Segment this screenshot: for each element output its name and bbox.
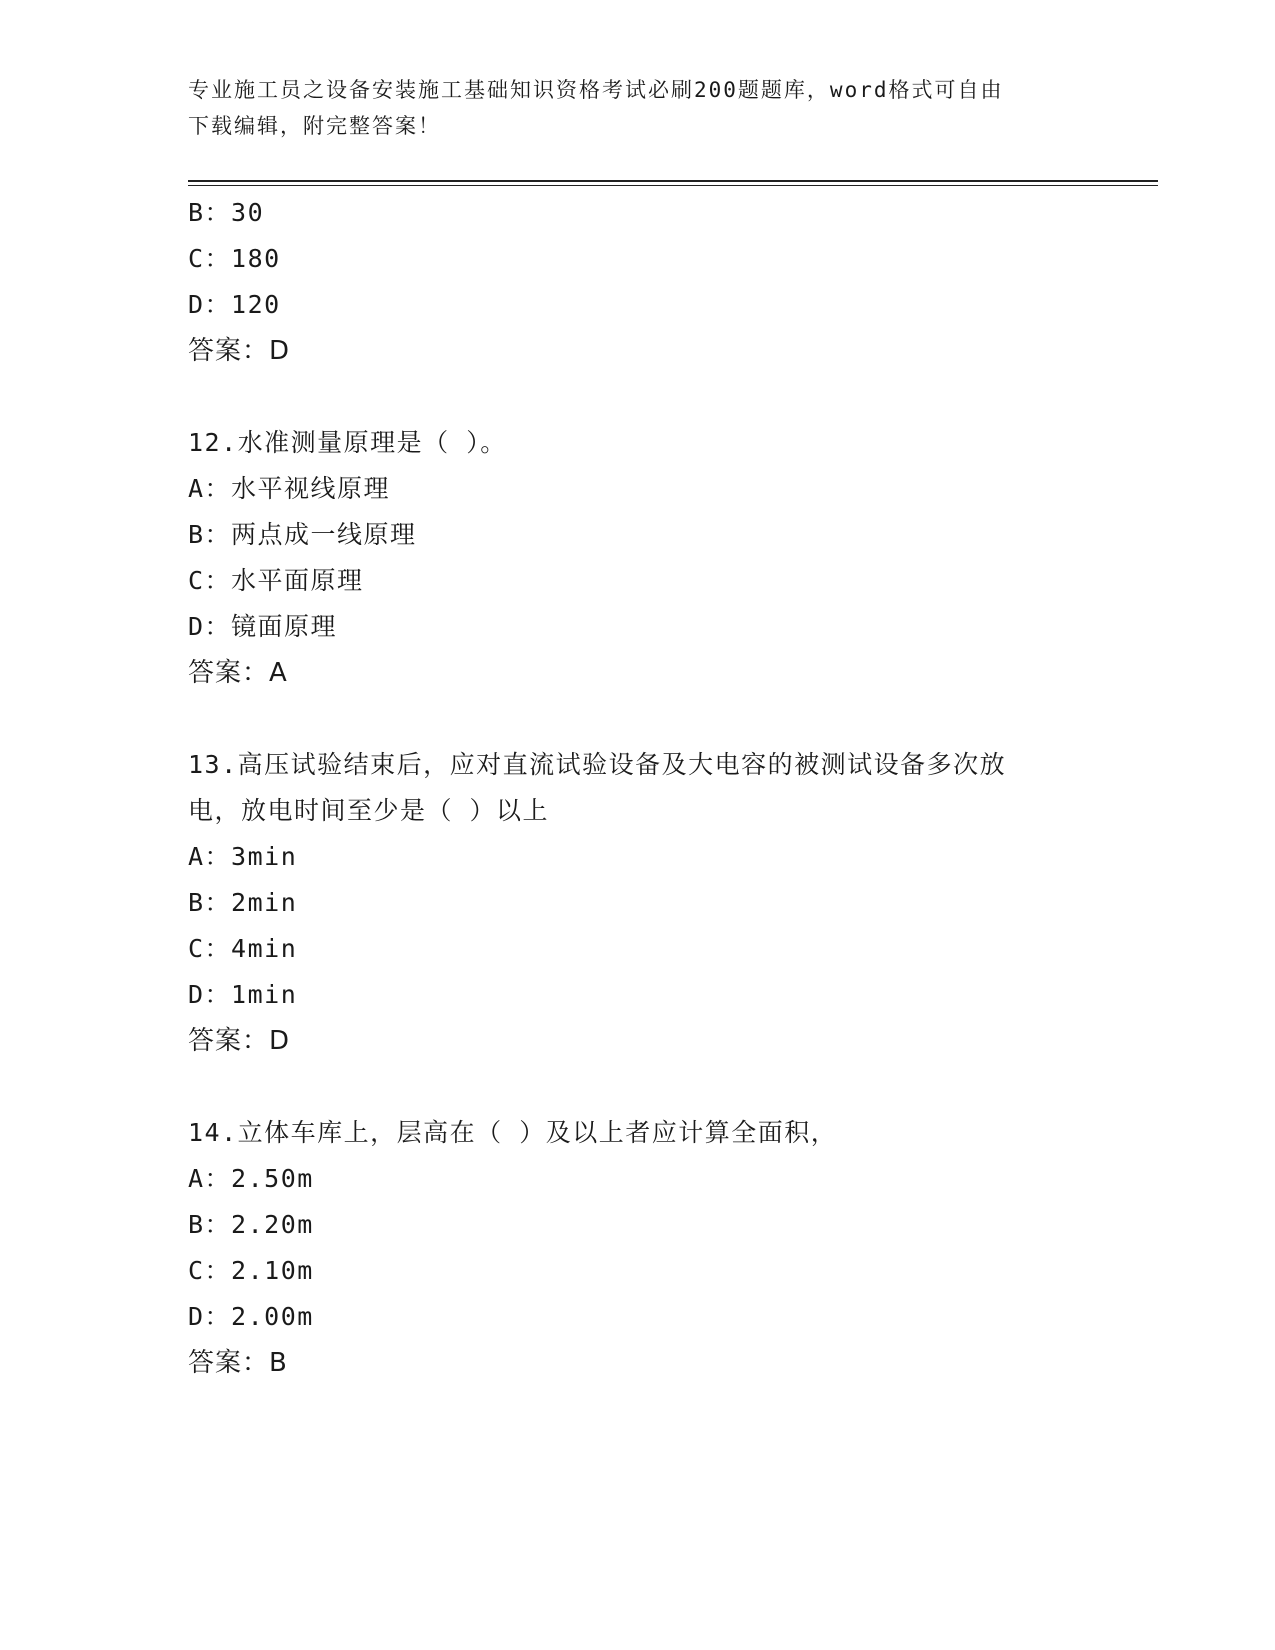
- option-a: A：水平视线原理: [188, 474, 391, 503]
- document-header: [188, 72, 1088, 144]
- question-list: [188, 190, 1108, 1386]
- spacer: [188, 696, 1108, 742]
- option-c: C：水平面原理: [188, 566, 364, 595]
- header-title-line-2: 下载编辑，附完整答案！: [188, 114, 441, 138]
- question-block-14: [188, 1110, 1108, 1386]
- option-c: C：2.10m: [188, 1256, 314, 1285]
- answer-line: 答案：D: [188, 1026, 291, 1056]
- header-divider-thin: [188, 185, 1158, 186]
- option-b: B：2min: [188, 888, 298, 917]
- header-divider-thick: [188, 180, 1158, 182]
- answer-line: 答案：A: [188, 658, 288, 688]
- question-text-line-2: 电，放电时间至少是（ ）以上: [188, 796, 550, 825]
- spacer: [188, 1064, 1108, 1110]
- option-c: C：180: [188, 244, 281, 273]
- answer-line: 答案：D: [188, 336, 291, 366]
- question-text: 12.水准测量原理是（ ）。: [188, 428, 507, 457]
- question-block-12: [188, 420, 1108, 696]
- option-a: A：3min: [188, 842, 298, 871]
- question-text: 14.立体车库上，层高在（ ）及以上者应计算全面积，: [188, 1118, 838, 1147]
- option-d: D：1min: [188, 980, 298, 1009]
- option-c: C：4min: [188, 934, 298, 963]
- spacer: [188, 374, 1108, 420]
- option-a: A：2.50m: [188, 1164, 314, 1193]
- question-text-line-1: 13.高压试验结束后，应对直流试验设备及大电容的被测试设备多次放: [188, 750, 1007, 779]
- option-b: B：2.20m: [188, 1210, 314, 1239]
- header-title-line-1: 专业施工员之设备安装施工基础知识资格考试必刷200题题库，word格式可自由: [188, 78, 1004, 102]
- option-b: B：两点成一线原理: [188, 520, 417, 549]
- option-d: D：镜面原理: [188, 612, 338, 641]
- option-d: D：120: [188, 290, 281, 319]
- option-d: D：2.00m: [188, 1302, 314, 1331]
- answer-line: 答案：B: [188, 1348, 288, 1378]
- question-block-13: [188, 742, 1108, 1064]
- option-b: B：30: [188, 198, 265, 227]
- question-block-11: [188, 190, 1108, 374]
